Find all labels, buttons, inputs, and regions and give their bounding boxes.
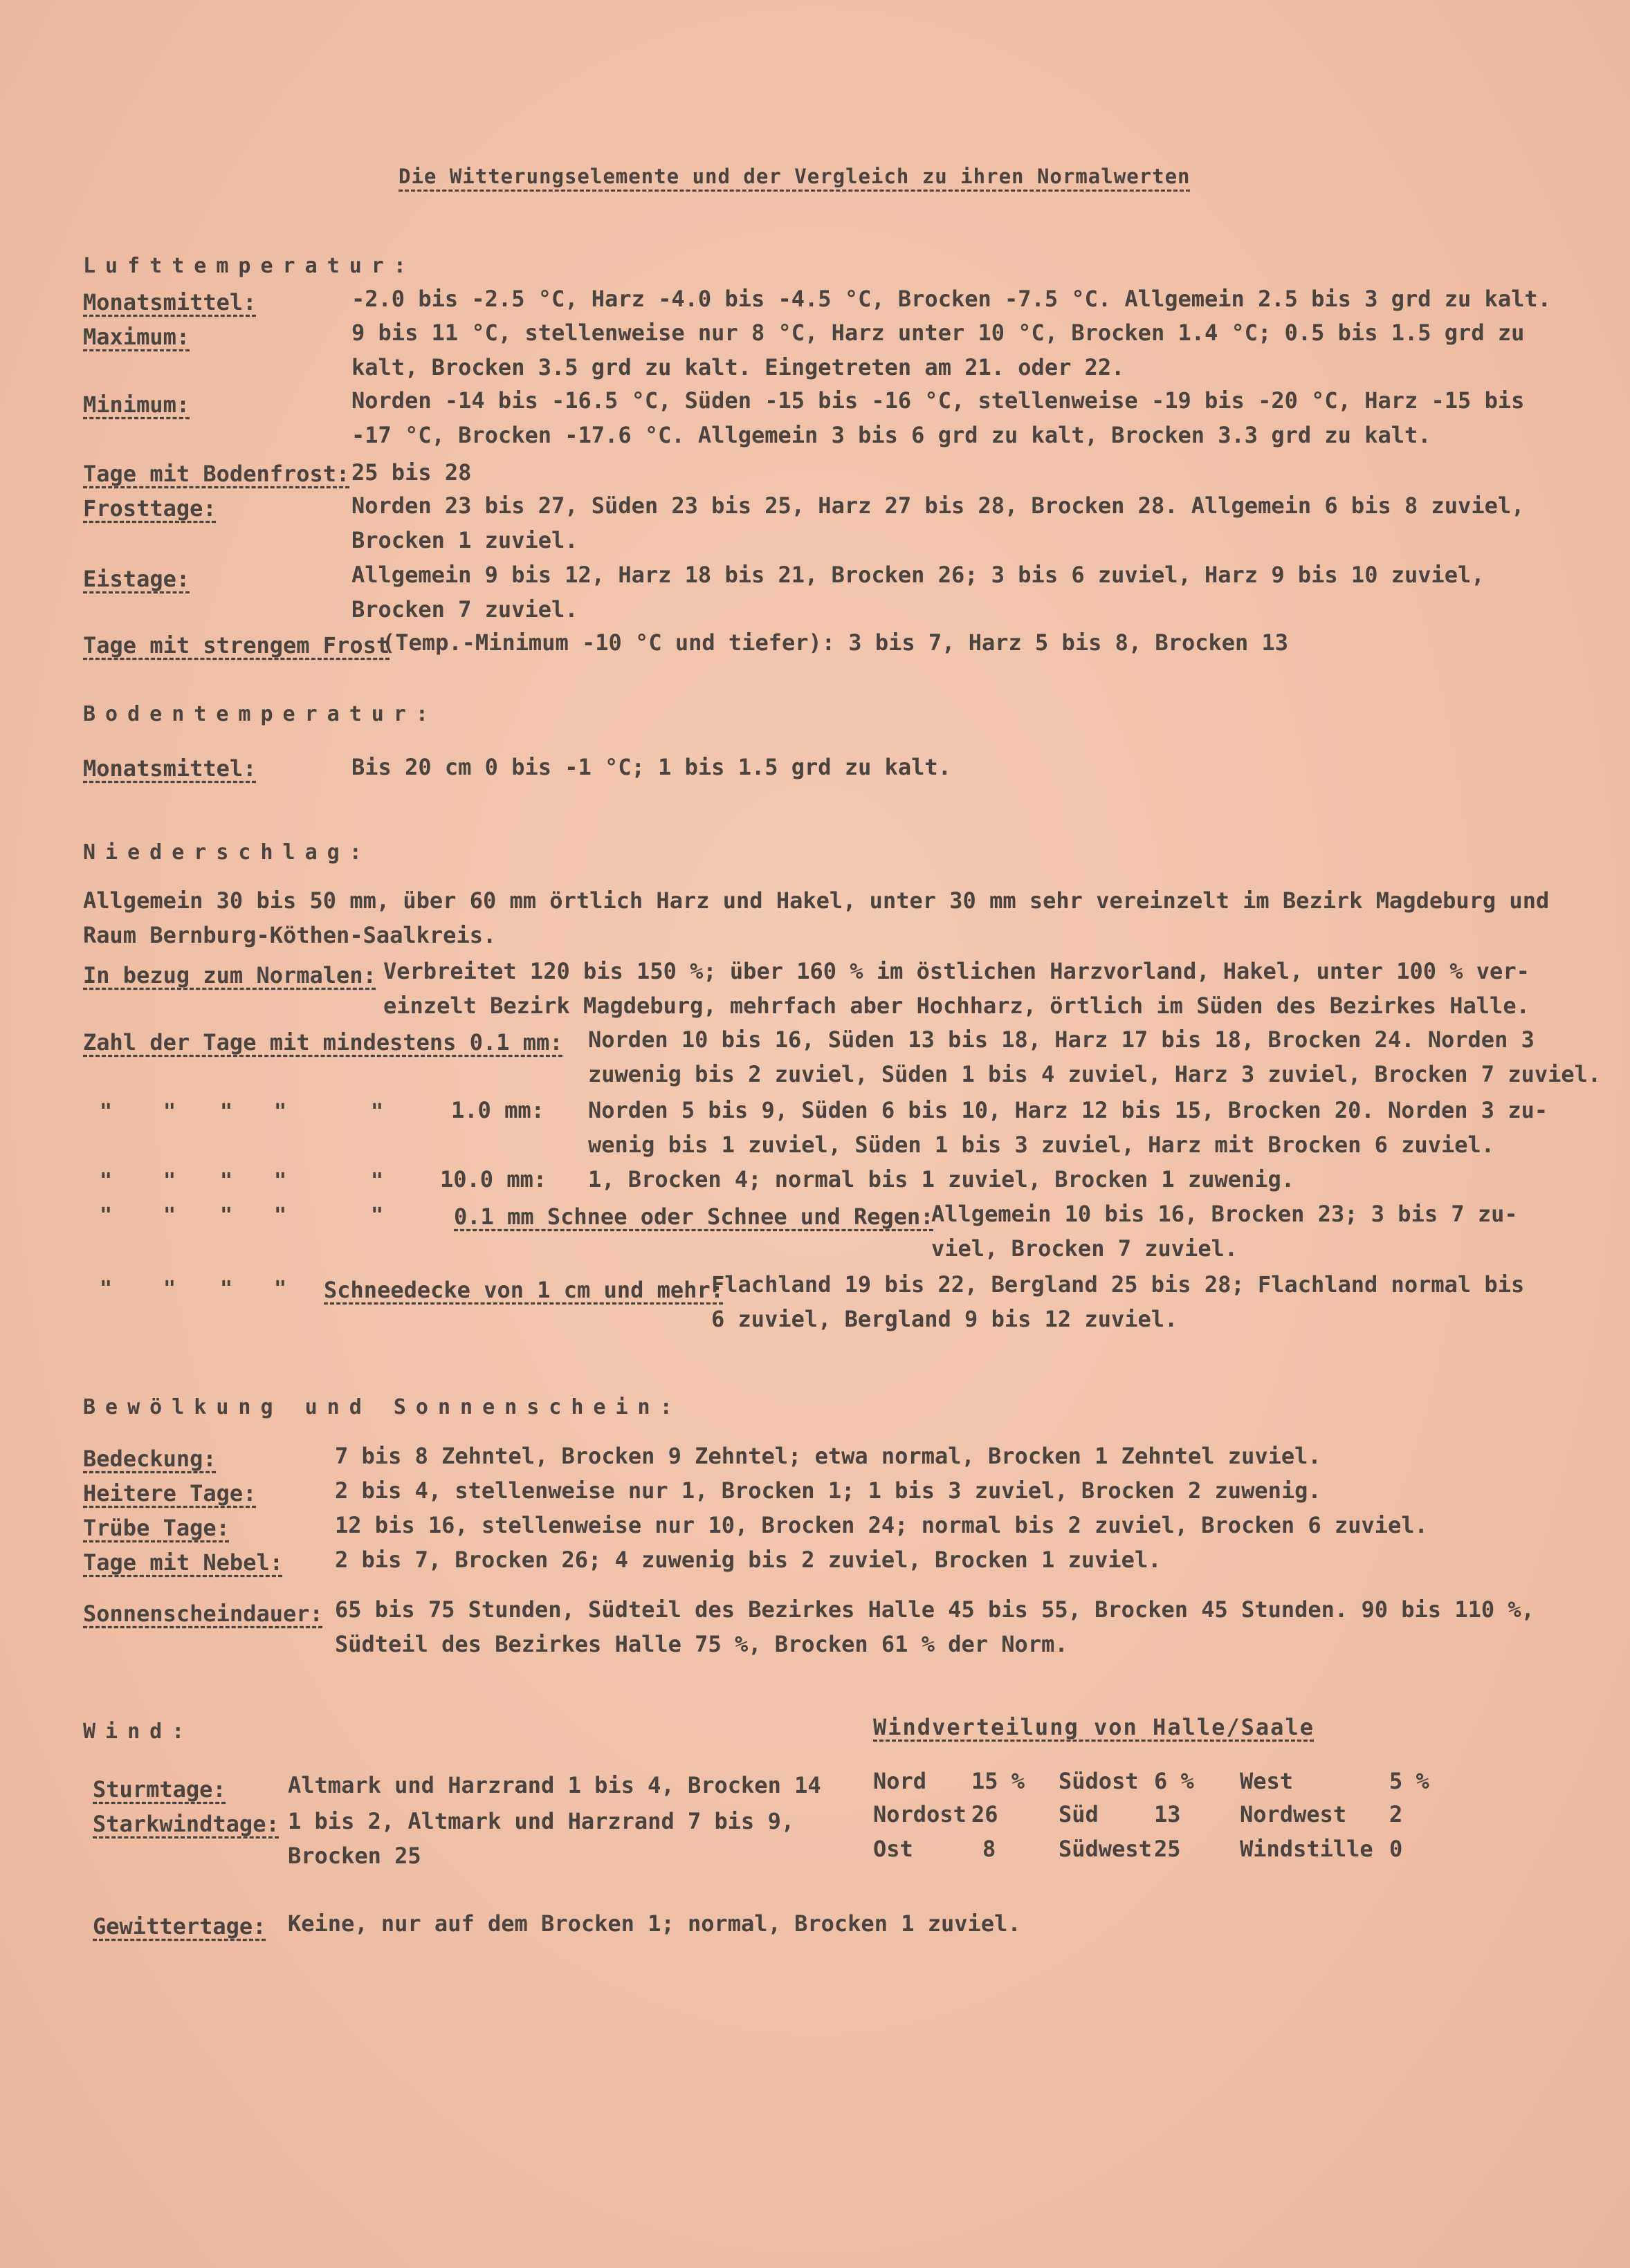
text-normalen-1: Verbreitet 120 bis 150 %; über 160 % im östlichen Harzvorland, Hakel, unter 100 % ver- [383,958,1530,984]
wind-value: 15 % [971,1768,1025,1794]
section-heading-wind: Wind: [83,1720,194,1744]
text-sonnenscheindauer-2: Südteil des Bezirkes Halle 75 %, Brocken 61 % der Norm. [335,1631,1068,1657]
wind-value: 26 [971,1801,998,1827]
text-niederschlag-allgemein-1: Allgemein 30 bis 50 mm, über 60 mm örtlich Harz und Hakel, unter 30 mm sehr vereinzelt im Bezirk Magdeburg und [83,887,1550,914]
label-windverteilung: Windverteilung von Halle/Saale [873,1714,1315,1740]
ditto-mark: " [100,1169,113,1193]
text-schnee-1: Allgemein 10 bis 16, Brocken 23; 3 bis 7 zu- [931,1201,1518,1227]
text-monatsmittel: -2.0 bis -2.5 °C, Harz -4.0 bis -4.5 °C, Brocken -7.5 °C. Allgemein 2.5 bis 3 grd zu kalt. [351,286,1551,312]
label-schnee: 0.1 mm Schnee oder Schnee und Regen: [454,1204,934,1230]
text-tage-01mm-2: zuwenig bis 2 zuviel, Süden 1 bis 4 zuviel, Harz 3 zuviel, Brocken 7 zuviel. [588,1061,1602,1087]
wind-direction: Nordost [873,1801,967,1827]
text-starkwindtage-1: 1 bis 2, Altmark und Harzrand 7 bis 9, [288,1808,795,1834]
text-sturmtage: Altmark und Harzrand 1 bis 4, Brocken 14 [288,1772,821,1798]
text-minimum-2: -17 °C, Brocken -17.6 °C. Allgemein 3 bis 6 grd zu kalt, Brocken 3.3 grd zu kalt. [351,422,1431,448]
text-tage-1mm-1: Norden 5 bis 9, Süden 6 bis 10, Harz 12 bis 15, Brocken 20. Norden 3 zu- [588,1097,1548,1123]
text-sonnenscheindauer-1: 65 bis 75 Stunden, Südteil des Bezirkes Halle 45 bis 55, Brocken 45 Stunden. 90 bis 110 %, [335,1596,1535,1623]
wind-value: 5 % [1389,1768,1429,1794]
label-boden-monatsmittel: Monatsmittel: [83,755,257,782]
label-truebe-tage: Trübe Tage: [83,1515,230,1541]
ditto-mark: " [220,1100,233,1124]
label-minimum: Minimum: [83,391,190,418]
wind-direction: Ost [873,1836,913,1862]
wind-direction: Südwest [1059,1836,1152,1862]
label-bedeckung: Bedeckung: [83,1446,217,1472]
wind-value: 2 [1389,1801,1403,1827]
ditto-mark: " [220,1277,233,1301]
label-eistage: Eistage: [83,566,190,592]
ditto-mark: " [274,1169,287,1193]
text-normalen-2: einzelt Bezirk Magdeburg, mehrfach aber Hochharz, örtlich im Süden des Bezirkes Halle. [383,993,1530,1019]
label-maximum: Maximum: [83,324,190,350]
wind-value: 0 [1389,1836,1403,1862]
ditto-mark: " [274,1277,287,1301]
wind-direction: West [1240,1768,1294,1794]
text-eistage-2: Brocken 7 zuviel. [351,596,578,623]
text-boden-monatsmittel: Bis 20 cm 0 bis -1 °C; 1 bis 1.5 grd zu kalt. [351,754,951,780]
wind-value: 8 [982,1836,996,1862]
ditto-mark: " [163,1100,176,1124]
label-sturmtage: Sturmtage: [93,1776,226,1803]
text-nebel: 2 bis 7, Brocken 26; 4 zuwenig bis 2 zuviel, Brocken 1 zuviel. [335,1547,1162,1573]
wind-value: 13 [1154,1801,1181,1827]
label-tage-10mm: 10.0 mm: [440,1166,547,1192]
ditto-mark: " [371,1100,384,1124]
ditto-mark: " [163,1204,176,1228]
text-minimum-1: Norden -14 bis -16.5 °C, Süden -15 bis -16 °C, stellenweise -19 bis -20 °C, Harz -15 bis [351,387,1525,414]
label-sonnenscheindauer: Sonnenscheindauer: [83,1601,323,1627]
label-normalen: In bezug zum Normalen: [83,962,376,988]
text-niederschlag-allgemein-2: Raum Bernburg-Köthen-Saalkreis. [83,922,497,948]
wind-direction: Süd [1059,1801,1099,1827]
text-schneedecke-2: 6 zuviel, Bergland 9 bis 12 zuviel. [711,1306,1178,1332]
text-maximum-2: kalt, Brocken 3.5 grd zu kalt. Eingetreten am 21. oder 22. [351,354,1125,380]
ditto-mark: " [220,1204,233,1228]
text-frosttage-2: Brocken 1 zuviel. [351,527,578,553]
text-tage-01mm-1: Norden 10 bis 16, Süden 13 bis 18, Harz 17 bis 18, Brocken 24. Norden 3 [588,1026,1535,1053]
section-heading-bewoelkung: Bewölkung und Sonnenschein: [83,1395,682,1419]
ditto-mark: " [163,1169,176,1193]
label-gewittertage: Gewittertage: [93,1913,266,1939]
text-gewittertage: Keine, nur auf dem Brocken 1; normal, Brocken 1 zuviel. [288,1910,1021,1937]
label-schneedecke: Schneedecke von 1 cm und mehr: [324,1277,724,1303]
label-heitere-tage: Heitere Tage: [83,1480,257,1506]
ditto-mark: " [274,1204,287,1228]
section-heading-niederschlag: Niederschlag: [83,840,372,865]
text-frosttage-1: Norden 23 bis 27, Süden 23 bis 25, Harz 27 bis 28, Brocken 28. Allgemein 6 bis 8 zuviel, [351,492,1525,519]
text-strenger-frost: (Temp.-Minimum -10 °C und tiefer): 3 bis 7, Harz 5 bis 8, Brocken 13 [382,629,1289,656]
wind-direction: Windstille [1240,1836,1373,1862]
label-nebel: Tage mit Nebel: [83,1549,283,1576]
text-eistage-1: Allgemein 9 bis 12, Harz 18 bis 21, Brocken 26; 3 bis 6 zuviel, Harz 9 bis 10 zuviel, [351,562,1485,588]
ditto-mark: " [220,1169,233,1193]
text-starkwindtage-2: Brocken 25 [288,1843,421,1869]
ditto-mark: " [371,1204,384,1228]
ditto-mark: " [100,1277,113,1301]
label-frosttage: Frosttage: [83,495,217,522]
text-tage-10mm: 1, Brocken 4; normal bis 1 zuviel, Brocken 1 zuwenig. [588,1166,1295,1192]
text-bedeckung: 7 bis 8 Zehntel, Brocken 9 Zehntel; etwa normal, Brocken 1 Zehntel zuviel. [335,1443,1321,1469]
ditto-mark: " [100,1100,113,1124]
label-tage-1mm: 1.0 mm: [451,1097,544,1123]
ditto-mark: " [100,1204,113,1228]
section-heading-bodentemperatur: Bodentemperatur: [83,702,438,726]
text-bodenfrost: 25 bis 28 [351,459,472,486]
wind-value: 25 [1154,1836,1181,1862]
text-tage-1mm-2: wenig bis 1 zuviel, Süden 1 bis 3 zuviel, Harz mit Brocken 6 zuviel. [588,1132,1495,1158]
ditto-mark: " [371,1169,384,1193]
label-bodenfrost: Tage mit Bodenfrost: [83,461,350,487]
text-truebe-tage: 12 bis 16, stellenweise nur 10, Brocken 24; normal bis 2 zuviel, Brocken 6 zuviel. [335,1512,1428,1538]
page-title: Die Witterungselemente und der Vergleich zu ihren Normalwerten [399,165,1191,188]
text-schneedecke-1: Flachland 19 bis 22, Bergland 25 bis 28; Flachland normal bis [711,1271,1525,1298]
label-strenger-frost: Tage mit strengem Frost [83,632,390,658]
ditto-mark: " [163,1277,176,1301]
ditto-mark: " [274,1100,287,1124]
wind-direction: Nord [873,1768,927,1794]
text-heitere-tage: 2 bis 4, stellenweise nur 1, Brocken 1; 1 bis 3 zuviel, Brocken 2 zuwenig. [335,1477,1321,1504]
section-heading-lufttemperatur: Lufttemperatur: [83,254,416,278]
label-tage-01mm: Zahl der Tage mit mindestens 0.1 mm: [83,1029,563,1055]
text-schnee-2: viel, Brocken 7 zuviel. [931,1235,1238,1262]
label-starkwindtage: Starkwindtage: [93,1811,280,1837]
wind-direction: Südost [1059,1768,1139,1794]
wind-direction: Nordwest [1240,1801,1347,1827]
wind-value: 6 % [1154,1768,1194,1794]
text-maximum-1: 9 bis 11 °C, stellenweise nur 8 °C, Harz unter 10 °C, Brocken 1.4 °C; 0.5 bis 1.5 grd zu [351,320,1525,346]
label-monatsmittel: Monatsmittel: [83,289,257,315]
